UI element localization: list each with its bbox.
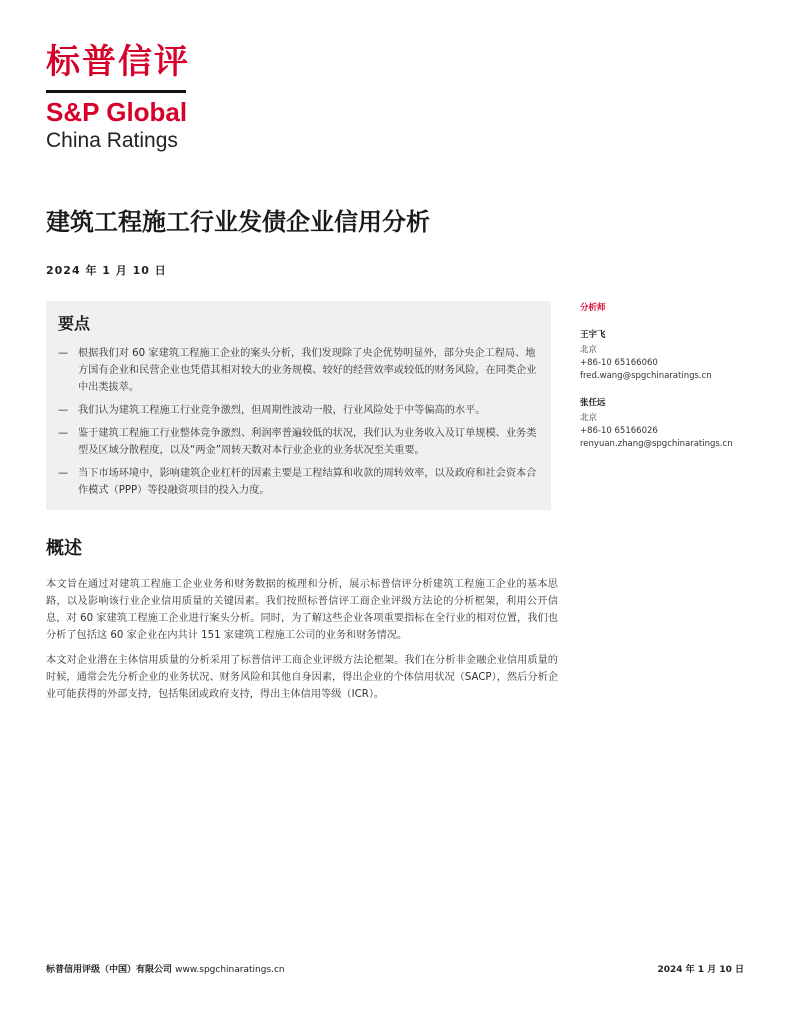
key-point-item	[56, 345, 539, 396]
analyst-email-link[interactable]: fred.wang@spgchinaratings.cn	[580, 371, 712, 381]
key-points-heading: 要点	[58, 314, 91, 333]
brand-logo-subtitle: China Ratings	[46, 129, 178, 152]
key-point-item	[56, 402, 539, 419]
overview-paragraph: 本文旨在通过对建筑工程施工企业业务和财务数据的梳理和分析，展示标普信评分析建筑工程施工企业的基本思路，以及影响该行业企业信用质量的关键因素。我们按照标普信评工商企业评级方法论的分析框架，利用公开信息，对 60 家建筑工程施工企业进行案头分析。同时，为了解这些企业各项重要指标在全行业的相对位置，我们也分析了包括这 60 家企业在内共计 151 家建筑工程施工公司的业务和财务情况。	[46, 579, 558, 641]
key-point-item	[56, 465, 539, 499]
analyst-card	[580, 329, 760, 383]
dash-bullet: —	[58, 405, 69, 416]
analyst-email-link[interactable]: renyuan.zhang@spgchinaratings.cn	[580, 439, 733, 449]
analyst-phone: +86-10 65166060	[580, 358, 658, 368]
logo-divider	[46, 90, 186, 93]
dash-bullet: —	[58, 348, 69, 359]
analyst-name: 张任远	[580, 398, 606, 408]
overview-heading: 概述	[46, 538, 82, 559]
analyst-name: 王宇飞	[580, 330, 606, 340]
key-points-list	[56, 345, 539, 499]
key-point-text: 我们认为建筑工程施工行业竞争激烈，但周期性波动一般，行业风险处于中等偏高的水平。	[78, 405, 486, 416]
footer-company-name: 标普信用评级（中国）有限公司	[46, 965, 173, 975]
analysts-label: 分析师	[580, 303, 606, 313]
key-point-text: 根据我们对 60 家建筑工程施工企业的案头分析，我们发现除了央企优势明显外，部分央企工程局、地方国有企业和民营企业也凭借其相对较大的业务规模、较好的经营效率或较低的财务风险，在同类企业中出类拔萃。	[78, 348, 537, 393]
key-points-box	[46, 301, 551, 510]
document-date: 2024 年 1 月 10 日	[46, 264, 167, 277]
analyst-city: 北京	[580, 413, 598, 423]
key-point-item	[56, 425, 539, 459]
key-point-text: 鉴于建筑工程施工行业整体竞争激烈、利润率普遍较低的状况，我们认为业务收入及订单规模、业务类型及区域分散程度，以及“两金”周转天数对本行业企业的业务状况至关重要。	[78, 428, 537, 456]
dash-bullet: —	[58, 428, 69, 439]
key-point-text: 当下市场环境中，影响建筑企业杠杆的因素主要是工程结算和收款的周转效率，以及政府和社会资本合作模式（PPP）等投融资项目的投入力度。	[78, 468, 537, 496]
analyst-city: 北京	[580, 345, 598, 355]
brand-logo-english: S&P Global	[46, 97, 188, 127]
footer-date: 2024 年 1 月 10 日	[657, 965, 744, 975]
overview-paragraph: 本文对企业潜在主体信用质量的分析采用了标普信评工商企业评级方法论框架。我们在分析非金融企业信用质量的时候，通常会先分析企业的业务状况、财务风险和其他自身因素，得出企业的个体信用状况（SACP），然后分析企业可能获得的外部支持，包括集团或政府支持，得出主体信用等级（ICR）。	[46, 655, 558, 700]
analyst-card	[580, 397, 760, 451]
analysts-sidebar	[580, 301, 760, 465]
document-title: 建筑工程施工行业发债企业信用分析	[46, 208, 430, 236]
brand-logo-chinese: 标普信评	[46, 42, 190, 82]
overview-body	[46, 576, 558, 711]
analyst-phone: +86-10 65166026	[580, 426, 658, 436]
dash-bullet: —	[58, 468, 69, 479]
footer-company	[46, 962, 285, 975]
footer-website-link[interactable]: www.spgchinaratings.cn	[175, 965, 285, 975]
